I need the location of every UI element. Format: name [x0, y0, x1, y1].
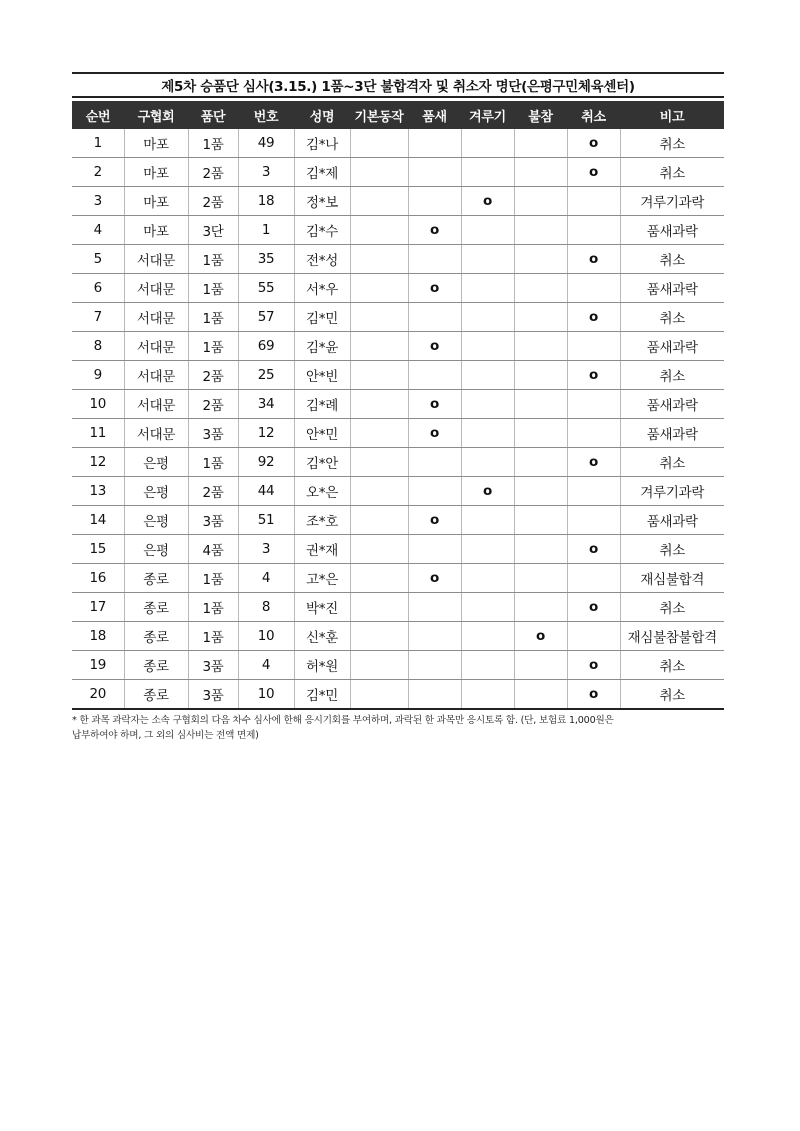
cell-sparring	[461, 332, 514, 361]
table-row	[72, 129, 724, 158]
table-row	[72, 506, 724, 535]
cell-association: 마포	[124, 187, 188, 216]
cell-cancelled	[567, 622, 620, 651]
cell-cancelled: o	[567, 129, 620, 158]
cell-remarks: 취소	[620, 680, 724, 710]
cell-name: 김*수	[294, 216, 350, 245]
cell-basic-moves	[350, 506, 408, 535]
cell-remarks: 재심불참불합격	[620, 622, 724, 651]
cell-basic-moves	[350, 651, 408, 680]
cell-index: 14	[72, 506, 124, 535]
cell-name: 김*례	[294, 390, 350, 419]
cell-rank: 1품	[188, 332, 238, 361]
cell-sparring	[461, 593, 514, 622]
cell-remarks: 품새과락	[620, 216, 724, 245]
column-header-basic-moves: 기본동작	[350, 101, 408, 129]
cell-absent	[514, 245, 567, 274]
cell-sparring	[461, 158, 514, 187]
cell-basic-moves	[350, 448, 408, 477]
cell-name: 조*호	[294, 506, 350, 535]
cell-cancelled	[567, 419, 620, 448]
cell-poomsae	[408, 158, 461, 187]
cell-rank: 1품	[188, 622, 238, 651]
cell-sparring: o	[461, 187, 514, 216]
cell-absent	[514, 303, 567, 332]
footnote-line-1: * 한 과목 과락자는 소속 구협회의 다음 차수 심사에 한해 응시기회를 부여하며, 과락된 한 과목만 응시토록 함. (단, 보험료 1,000원은	[72, 715, 614, 726]
cell-poomsae	[408, 187, 461, 216]
cell-poomsae	[408, 680, 461, 710]
footnote	[72, 713, 724, 743]
table-row	[72, 390, 724, 419]
cell-association: 종로	[124, 680, 188, 710]
cell-index: 5	[72, 245, 124, 274]
cell-number: 55	[238, 274, 294, 303]
cell-number: 10	[238, 680, 294, 710]
cell-number: 18	[238, 187, 294, 216]
cell-name: 김*윤	[294, 332, 350, 361]
cell-name: 김*나	[294, 129, 350, 158]
cell-basic-moves	[350, 622, 408, 651]
cell-absent	[514, 419, 567, 448]
cell-cancelled	[567, 216, 620, 245]
cell-absent	[514, 361, 567, 390]
cell-basic-moves	[350, 535, 408, 564]
cell-association: 서대문	[124, 361, 188, 390]
cell-index: 19	[72, 651, 124, 680]
cell-cancelled: o	[567, 680, 620, 710]
cell-poomsae	[408, 651, 461, 680]
cell-name: 허*원	[294, 651, 350, 680]
cell-rank: 1품	[188, 274, 238, 303]
cell-association: 서대문	[124, 303, 188, 332]
cell-poomsae: o	[408, 564, 461, 593]
cell-basic-moves	[350, 187, 408, 216]
cell-index: 10	[72, 390, 124, 419]
cell-number: 3	[238, 535, 294, 564]
cell-absent	[514, 448, 567, 477]
cell-number: 69	[238, 332, 294, 361]
cell-name: 정*보	[294, 187, 350, 216]
cell-rank: 2품	[188, 361, 238, 390]
cell-number: 57	[238, 303, 294, 332]
cell-remarks: 취소	[620, 129, 724, 158]
cell-absent	[514, 506, 567, 535]
cell-rank: 1품	[188, 245, 238, 274]
cell-cancelled	[567, 332, 620, 361]
cell-basic-moves	[350, 361, 408, 390]
cell-poomsae	[408, 361, 461, 390]
table-body	[72, 129, 724, 709]
cell-index: 7	[72, 303, 124, 332]
cell-sparring	[461, 216, 514, 245]
table-row	[72, 419, 724, 448]
cell-remarks: 겨루기과락	[620, 477, 724, 506]
column-header-index: 순번	[72, 101, 124, 129]
cell-cancelled: o	[567, 158, 620, 187]
cell-number: 4	[238, 564, 294, 593]
cell-basic-moves	[350, 216, 408, 245]
cell-name: 신*훈	[294, 622, 350, 651]
cell-sparring	[461, 506, 514, 535]
cell-remarks: 취소	[620, 158, 724, 187]
cell-sparring	[461, 419, 514, 448]
table-row	[72, 593, 724, 622]
cell-sparring	[461, 129, 514, 158]
cell-association: 은평	[124, 535, 188, 564]
cell-remarks: 품새과락	[620, 274, 724, 303]
cell-absent	[514, 564, 567, 593]
cell-index: 12	[72, 448, 124, 477]
cell-sparring	[461, 651, 514, 680]
cell-cancelled	[567, 564, 620, 593]
column-header-remarks: 비고	[620, 101, 724, 129]
cell-index: 9	[72, 361, 124, 390]
cell-rank: 1품	[188, 448, 238, 477]
cell-number: 8	[238, 593, 294, 622]
cell-basic-moves	[350, 245, 408, 274]
cell-rank: 1품	[188, 593, 238, 622]
cell-rank: 3품	[188, 680, 238, 710]
cell-rank: 2품	[188, 187, 238, 216]
cell-sparring	[461, 274, 514, 303]
cell-absent	[514, 390, 567, 419]
table-row	[72, 448, 724, 477]
cell-remarks: 겨루기과락	[620, 187, 724, 216]
column-header-rank: 품단	[188, 101, 238, 129]
cell-basic-moves	[350, 129, 408, 158]
column-header-number: 번호	[238, 101, 294, 129]
cell-sparring	[461, 361, 514, 390]
cell-name: 박*진	[294, 593, 350, 622]
cell-cancelled: o	[567, 535, 620, 564]
cell-absent	[514, 651, 567, 680]
cell-index: 6	[72, 274, 124, 303]
cell-remarks: 취소	[620, 303, 724, 332]
cell-number: 25	[238, 361, 294, 390]
cell-absent	[514, 593, 567, 622]
cell-name: 안*민	[294, 419, 350, 448]
cell-cancelled: o	[567, 361, 620, 390]
cell-index: 13	[72, 477, 124, 506]
cell-number: 3	[238, 158, 294, 187]
cell-sparring	[461, 622, 514, 651]
cell-sparring	[461, 303, 514, 332]
cell-association: 은평	[124, 506, 188, 535]
cell-sparring: o	[461, 477, 514, 506]
cell-poomsae	[408, 477, 461, 506]
cell-number: 49	[238, 129, 294, 158]
cell-association: 서대문	[124, 274, 188, 303]
cell-number: 92	[238, 448, 294, 477]
cell-remarks: 품새과락	[620, 506, 724, 535]
table-row	[72, 245, 724, 274]
table-row	[72, 535, 724, 564]
cell-cancelled	[567, 477, 620, 506]
cell-absent	[514, 187, 567, 216]
cell-rank: 3품	[188, 651, 238, 680]
cell-basic-moves	[350, 593, 408, 622]
cell-number: 10	[238, 622, 294, 651]
cell-index: 20	[72, 680, 124, 710]
cell-cancelled: o	[567, 448, 620, 477]
cell-index: 15	[72, 535, 124, 564]
cell-basic-moves	[350, 564, 408, 593]
cell-cancelled	[567, 390, 620, 419]
cell-association: 종로	[124, 564, 188, 593]
cell-absent: o	[514, 622, 567, 651]
cell-index: 17	[72, 593, 124, 622]
cell-absent	[514, 332, 567, 361]
cell-index: 18	[72, 622, 124, 651]
cell-number: 34	[238, 390, 294, 419]
cell-sparring	[461, 448, 514, 477]
cell-cancelled	[567, 187, 620, 216]
cell-number: 12	[238, 419, 294, 448]
cell-poomsae	[408, 622, 461, 651]
cell-basic-moves	[350, 274, 408, 303]
cell-number: 35	[238, 245, 294, 274]
cell-index: 4	[72, 216, 124, 245]
cell-name: 고*은	[294, 564, 350, 593]
table-row	[72, 216, 724, 245]
cell-association: 은평	[124, 448, 188, 477]
column-header-association: 구협회	[124, 101, 188, 129]
cell-poomsae	[408, 245, 461, 274]
cell-association: 서대문	[124, 332, 188, 361]
table-header-row	[72, 101, 724, 129]
table-row	[72, 651, 724, 680]
cell-index: 11	[72, 419, 124, 448]
cell-poomsae: o	[408, 419, 461, 448]
cell-remarks: 취소	[620, 361, 724, 390]
cell-absent	[514, 477, 567, 506]
cell-poomsae	[408, 303, 461, 332]
cell-remarks: 취소	[620, 245, 724, 274]
cell-poomsae: o	[408, 274, 461, 303]
table-row	[72, 158, 724, 187]
cell-association: 마포	[124, 158, 188, 187]
cell-remarks: 취소	[620, 448, 724, 477]
table-row	[72, 361, 724, 390]
cell-poomsae: o	[408, 216, 461, 245]
cell-name: 권*재	[294, 535, 350, 564]
cell-association: 마포	[124, 216, 188, 245]
cell-association: 마포	[124, 129, 188, 158]
cell-name: 서*우	[294, 274, 350, 303]
cell-basic-moves	[350, 303, 408, 332]
cell-association: 종로	[124, 593, 188, 622]
cell-rank: 2품	[188, 477, 238, 506]
cell-number: 51	[238, 506, 294, 535]
cell-sparring	[461, 564, 514, 593]
cell-rank: 1품	[188, 564, 238, 593]
column-header-cancelled: 취소	[567, 101, 620, 129]
cell-cancelled: o	[567, 593, 620, 622]
cell-absent	[514, 158, 567, 187]
cell-sparring	[461, 390, 514, 419]
cell-cancelled: o	[567, 651, 620, 680]
cell-basic-moves	[350, 332, 408, 361]
cell-association: 종로	[124, 651, 188, 680]
cell-absent	[514, 274, 567, 303]
cell-index: 8	[72, 332, 124, 361]
cell-rank: 3단	[188, 216, 238, 245]
cell-association: 서대문	[124, 390, 188, 419]
cell-cancelled: o	[567, 245, 620, 274]
cell-name: 김*제	[294, 158, 350, 187]
cell-remarks: 품새과락	[620, 419, 724, 448]
cell-basic-moves	[350, 390, 408, 419]
cell-number: 4	[238, 651, 294, 680]
cell-index: 16	[72, 564, 124, 593]
cell-absent	[514, 216, 567, 245]
cell-rank: 2품	[188, 158, 238, 187]
cell-index: 2	[72, 158, 124, 187]
cell-name: 전*성	[294, 245, 350, 274]
table-row	[72, 564, 724, 593]
cell-absent	[514, 129, 567, 158]
cell-association: 서대문	[124, 419, 188, 448]
cell-rank: 3품	[188, 419, 238, 448]
table-row	[72, 622, 724, 651]
cell-basic-moves	[350, 477, 408, 506]
cell-sparring	[461, 680, 514, 710]
cell-association: 종로	[124, 622, 188, 651]
table-row	[72, 680, 724, 710]
cell-cancelled: o	[567, 303, 620, 332]
table-row	[72, 274, 724, 303]
cell-remarks: 품새과락	[620, 390, 724, 419]
column-header-name: 성명	[294, 101, 350, 129]
cell-poomsae	[408, 535, 461, 564]
cell-rank: 1품	[188, 303, 238, 332]
cell-index: 1	[72, 129, 124, 158]
cell-remarks: 품새과락	[620, 332, 724, 361]
cell-name: 김*민	[294, 303, 350, 332]
cell-sparring	[461, 245, 514, 274]
cell-name: 김*민	[294, 680, 350, 710]
table-row	[72, 477, 724, 506]
document-title: 제5차 승품단 심사(3.15.) 1품~3단 불합격자 및 취소자 명단(은평구민체육센터)	[72, 72, 724, 98]
cell-remarks: 취소	[620, 535, 724, 564]
column-header-poomsae: 품새	[408, 101, 461, 129]
cell-poomsae	[408, 129, 461, 158]
cell-remarks: 재심불합격	[620, 564, 724, 593]
cell-poomsae: o	[408, 390, 461, 419]
footnote-line-2: 납부하여야 하며, 그 외의 심사비는 전액 면제)	[72, 730, 259, 741]
cell-cancelled	[567, 506, 620, 535]
cell-number: 1	[238, 216, 294, 245]
cell-number: 44	[238, 477, 294, 506]
table-row	[72, 332, 724, 361]
cell-name: 오*은	[294, 477, 350, 506]
cell-basic-moves	[350, 419, 408, 448]
cell-rank: 3품	[188, 506, 238, 535]
cell-absent	[514, 535, 567, 564]
cell-absent	[514, 680, 567, 710]
cell-rank: 4품	[188, 535, 238, 564]
cell-poomsae: o	[408, 506, 461, 535]
cell-rank: 1품	[188, 129, 238, 158]
cell-cancelled	[567, 274, 620, 303]
cell-sparring	[461, 535, 514, 564]
cell-remarks: 취소	[620, 651, 724, 680]
cell-name: 안*빈	[294, 361, 350, 390]
cell-index: 3	[72, 187, 124, 216]
table-row	[72, 187, 724, 216]
cell-basic-moves	[350, 158, 408, 187]
table-row	[72, 303, 724, 332]
cell-association: 은평	[124, 477, 188, 506]
cell-poomsae	[408, 593, 461, 622]
column-header-absent: 불참	[514, 101, 567, 129]
cell-name: 김*안	[294, 448, 350, 477]
cell-poomsae	[408, 448, 461, 477]
cell-rank: 2품	[188, 390, 238, 419]
cell-association: 서대문	[124, 245, 188, 274]
cell-basic-moves	[350, 680, 408, 710]
results-table	[72, 101, 724, 710]
cell-remarks: 취소	[620, 593, 724, 622]
cell-poomsae: o	[408, 332, 461, 361]
column-header-sparring: 겨루기	[461, 101, 514, 129]
